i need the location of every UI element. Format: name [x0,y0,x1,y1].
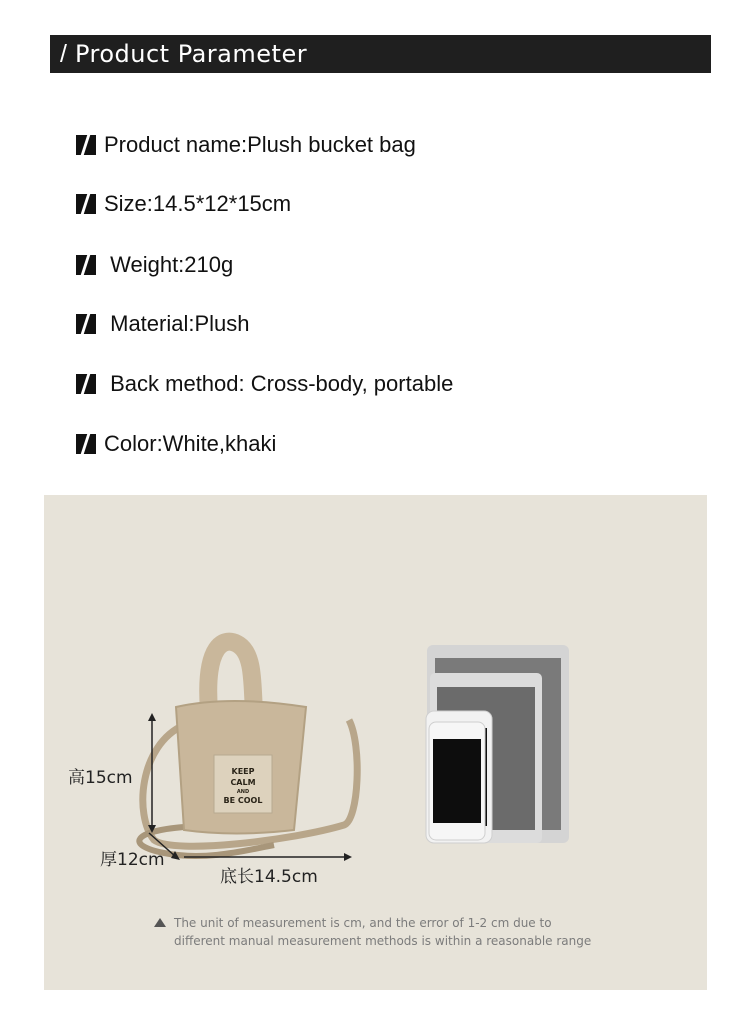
header-slash: / [60,39,67,68]
slash-bullet-icon [76,255,96,275]
depth-label: 厚12cm [100,850,165,870]
param-label: Weight:210g [104,252,234,277]
param-material [76,309,250,339]
param-label: Color:White,khaki [104,431,277,456]
param-label: Product name:Plush bucket bag [104,132,416,157]
bag-handle [208,642,254,710]
patch-line-be-cool: BE COOL [223,796,263,805]
arrow-head [148,713,156,721]
slash-bullet-icon [76,314,96,334]
param-label: Material:Plush [104,311,250,336]
product-size-photo [44,495,707,990]
slash-bullet-icon [76,434,96,454]
param-label: Size:14.5*12*15cm [104,191,292,216]
section-title: Product Parameter [74,40,308,68]
patch-line-keep: KEEP [231,767,255,776]
warning-triangle-icon [154,918,166,927]
measurement-note: The unit of measurement is cm, and the error of 1-2 cm due to different manual measurement methods is within a reasonable range [174,916,592,948]
arrow-head [344,853,352,861]
param-label: Back method: Cross-body, portable [104,371,454,396]
slash-bullet-icon [76,194,96,214]
param-back-method [76,369,453,399]
section-header [50,35,711,73]
patch-line-calm: CALM [230,778,256,787]
length-label: 底长14.5cm [220,867,318,887]
param-size [76,189,291,219]
slash-bullet-icon [76,374,96,394]
height-label: 高15cm [68,768,133,788]
patch-line-and: AND [236,789,250,795]
param-weight [76,250,233,280]
phone-small-screen [433,739,481,823]
slash-bullet-icon [76,135,96,155]
param-product-name [76,130,416,160]
param-color [76,429,276,459]
